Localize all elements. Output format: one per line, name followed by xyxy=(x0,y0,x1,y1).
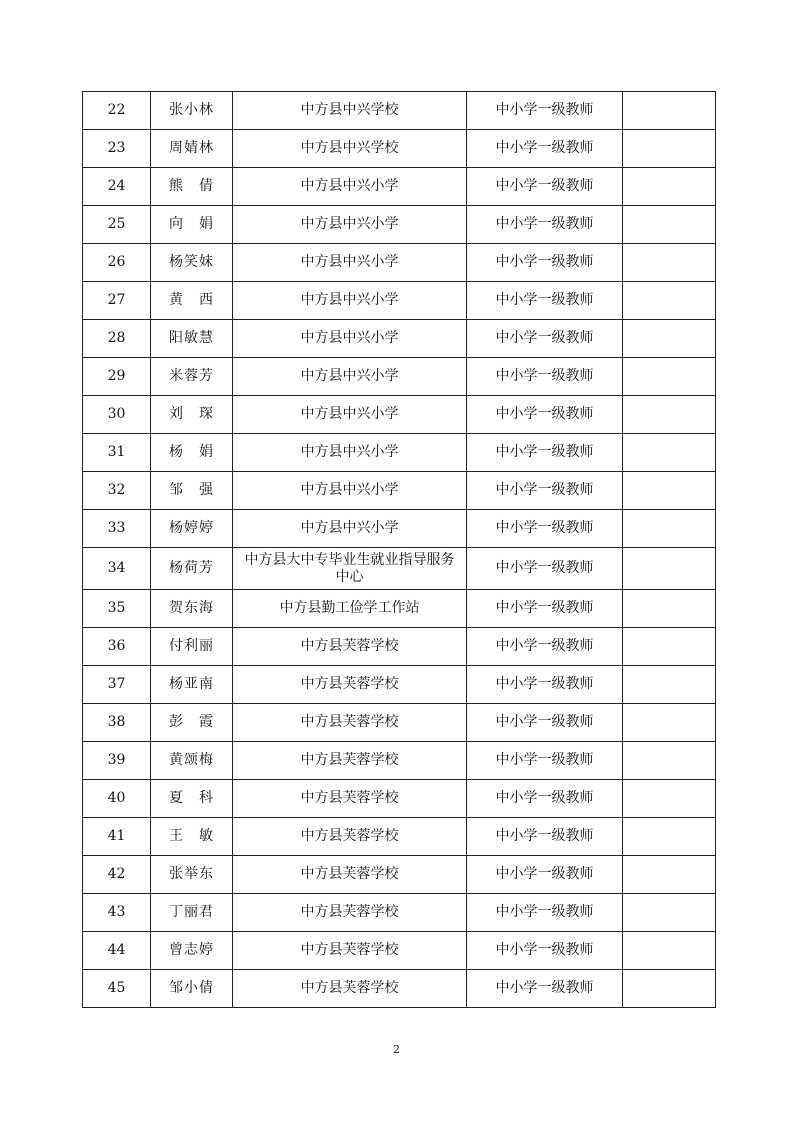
row-number: 40 xyxy=(83,780,151,818)
teacher-title: 中小学一级教师 xyxy=(467,742,623,780)
row-number: 39 xyxy=(83,742,151,780)
teacher-name: 杨笑妹 xyxy=(151,244,233,282)
school-unit: 中方县中兴小学 xyxy=(233,206,467,244)
teacher-title: 中小学一级教师 xyxy=(467,244,623,282)
school-unit: 中方县芙蓉学校 xyxy=(233,894,467,932)
table-row xyxy=(83,396,716,434)
remark-cell xyxy=(623,704,716,742)
row-number: 41 xyxy=(83,818,151,856)
remark-cell xyxy=(623,894,716,932)
row-number: 44 xyxy=(83,932,151,970)
teacher-name: 夏 科 xyxy=(151,780,233,818)
row-number: 22 xyxy=(83,92,151,130)
row-number: 36 xyxy=(83,628,151,666)
school-unit: 中方县中兴小学 xyxy=(233,472,467,510)
teacher-title: 中小学一级教师 xyxy=(467,666,623,704)
teacher-name: 张举东 xyxy=(151,856,233,894)
teacher-title: 中小学一级教师 xyxy=(467,970,623,1008)
teacher-title: 中小学一级教师 xyxy=(467,434,623,472)
school-unit: 中方县芙蓉学校 xyxy=(233,666,467,704)
remark-cell xyxy=(623,590,716,628)
row-number: 37 xyxy=(83,666,151,704)
table-row xyxy=(83,742,716,780)
teacher-name: 张小林 xyxy=(151,92,233,130)
teacher-name: 丁丽君 xyxy=(151,894,233,932)
school-unit: 中方县芙蓉学校 xyxy=(233,818,467,856)
remark-cell xyxy=(623,666,716,704)
row-number: 31 xyxy=(83,434,151,472)
teacher-name: 杨荷芳 xyxy=(151,548,233,590)
school-unit: 中方县芙蓉学校 xyxy=(233,742,467,780)
teacher-title: 中小学一级教师 xyxy=(467,396,623,434)
remark-cell xyxy=(623,780,716,818)
table-row xyxy=(83,320,716,358)
table-row xyxy=(83,168,716,206)
row-number: 23 xyxy=(83,130,151,168)
table-row xyxy=(83,358,716,396)
remark-cell xyxy=(623,244,716,282)
school-unit: 中方县中兴小学 xyxy=(233,396,467,434)
row-number: 27 xyxy=(83,282,151,320)
remark-cell xyxy=(623,130,716,168)
row-number: 32 xyxy=(83,472,151,510)
school-unit: 中方县中兴小学 xyxy=(233,320,467,358)
roster-table xyxy=(82,91,716,1008)
table-row xyxy=(83,206,716,244)
school-unit: 中方县芙蓉学校 xyxy=(233,856,467,894)
teacher-name: 阳敏慧 xyxy=(151,320,233,358)
table-row xyxy=(83,282,716,320)
teacher-title: 中小学一级教师 xyxy=(467,894,623,932)
row-number: 45 xyxy=(83,970,151,1008)
page-number: 2 xyxy=(393,1043,400,1056)
table-row xyxy=(83,628,716,666)
remark-cell xyxy=(623,320,716,358)
remark-cell xyxy=(623,628,716,666)
row-number: 26 xyxy=(83,244,151,282)
school-unit: 中方县大中专毕业生就业指导服务中心 xyxy=(233,548,467,590)
row-number: 28 xyxy=(83,320,151,358)
teacher-title: 中小学一级教师 xyxy=(467,548,623,590)
teacher-name: 邹小倩 xyxy=(151,970,233,1008)
teacher-name: 向 娟 xyxy=(151,206,233,244)
remark-cell xyxy=(623,92,716,130)
school-unit: 中方县芙蓉学校 xyxy=(233,780,467,818)
remark-cell xyxy=(623,970,716,1008)
teacher-title: 中小学一级教师 xyxy=(467,590,623,628)
table-row xyxy=(83,548,716,590)
teacher-title: 中小学一级教师 xyxy=(467,130,623,168)
teacher-title: 中小学一级教师 xyxy=(467,320,623,358)
remark-cell xyxy=(623,396,716,434)
teacher-name: 付利丽 xyxy=(151,628,233,666)
table-row xyxy=(83,510,716,548)
row-number: 35 xyxy=(83,590,151,628)
row-number: 43 xyxy=(83,894,151,932)
school-unit: 中方县芙蓉学校 xyxy=(233,628,467,666)
school-unit: 中方县勤工俭学工作站 xyxy=(233,590,467,628)
remark-cell xyxy=(623,742,716,780)
remark-cell xyxy=(623,510,716,548)
row-number: 29 xyxy=(83,358,151,396)
row-number: 34 xyxy=(83,548,151,590)
teacher-name: 贺东海 xyxy=(151,590,233,628)
teacher-title: 中小学一级教师 xyxy=(467,856,623,894)
school-unit: 中方县中兴学校 xyxy=(233,92,467,130)
remark-cell xyxy=(623,434,716,472)
school-unit: 中方县中兴小学 xyxy=(233,168,467,206)
teacher-title: 中小学一级教师 xyxy=(467,932,623,970)
remark-cell xyxy=(623,818,716,856)
school-unit: 中方县中兴小学 xyxy=(233,358,467,396)
remark-cell xyxy=(623,856,716,894)
teacher-name: 杨婷婷 xyxy=(151,510,233,548)
row-number: 30 xyxy=(83,396,151,434)
table-row xyxy=(83,818,716,856)
remark-cell xyxy=(623,472,716,510)
table-row xyxy=(83,130,716,168)
remark-cell xyxy=(623,548,716,590)
teacher-title: 中小学一级教师 xyxy=(467,628,623,666)
school-unit: 中方县中兴学校 xyxy=(233,130,467,168)
row-number: 38 xyxy=(83,704,151,742)
teacher-name: 刘 琛 xyxy=(151,396,233,434)
teacher-name: 黄 西 xyxy=(151,282,233,320)
teacher-title: 中小学一级教师 xyxy=(467,358,623,396)
school-unit: 中方县中兴小学 xyxy=(233,434,467,472)
table-row xyxy=(83,666,716,704)
remark-cell xyxy=(623,282,716,320)
school-unit: 中方县中兴小学 xyxy=(233,244,467,282)
teacher-name: 曾志婷 xyxy=(151,932,233,970)
table-row xyxy=(83,590,716,628)
teacher-name: 邹 强 xyxy=(151,472,233,510)
teacher-title: 中小学一级教师 xyxy=(467,472,623,510)
teacher-name: 杨亚南 xyxy=(151,666,233,704)
table-row xyxy=(83,932,716,970)
table-row xyxy=(83,434,716,472)
row-number: 33 xyxy=(83,510,151,548)
remark-cell xyxy=(623,168,716,206)
teacher-name: 米蓉芳 xyxy=(151,358,233,396)
remark-cell xyxy=(623,206,716,244)
teacher-name: 王 敏 xyxy=(151,818,233,856)
teacher-name: 彭 霞 xyxy=(151,704,233,742)
teacher-title: 中小学一级教师 xyxy=(467,92,623,130)
table-row xyxy=(83,704,716,742)
school-unit: 中方县芙蓉学校 xyxy=(233,970,467,1008)
table-row xyxy=(83,970,716,1008)
table-row xyxy=(83,856,716,894)
teacher-name: 杨 娟 xyxy=(151,434,233,472)
school-unit: 中方县芙蓉学校 xyxy=(233,932,467,970)
teacher-name: 熊 倩 xyxy=(151,168,233,206)
table-row xyxy=(83,244,716,282)
table-row xyxy=(83,894,716,932)
roster-body xyxy=(83,92,716,1008)
row-number: 25 xyxy=(83,206,151,244)
school-unit: 中方县中兴小学 xyxy=(233,282,467,320)
teacher-name: 周婧林 xyxy=(151,130,233,168)
table-row xyxy=(83,92,716,130)
teacher-title: 中小学一级教师 xyxy=(467,510,623,548)
teacher-title: 中小学一级教师 xyxy=(467,780,623,818)
remark-cell xyxy=(623,358,716,396)
table-row xyxy=(83,472,716,510)
teacher-title: 中小学一级教师 xyxy=(467,206,623,244)
teacher-title: 中小学一级教师 xyxy=(467,168,623,206)
teacher-title: 中小学一级教师 xyxy=(467,704,623,742)
row-number: 24 xyxy=(83,168,151,206)
row-number: 42 xyxy=(83,856,151,894)
table-row xyxy=(83,780,716,818)
teacher-name: 黄颂梅 xyxy=(151,742,233,780)
school-unit: 中方县中兴小学 xyxy=(233,510,467,548)
teacher-title: 中小学一级教师 xyxy=(467,818,623,856)
remark-cell xyxy=(623,932,716,970)
school-unit: 中方县芙蓉学校 xyxy=(233,704,467,742)
teacher-title: 中小学一级教师 xyxy=(467,282,623,320)
